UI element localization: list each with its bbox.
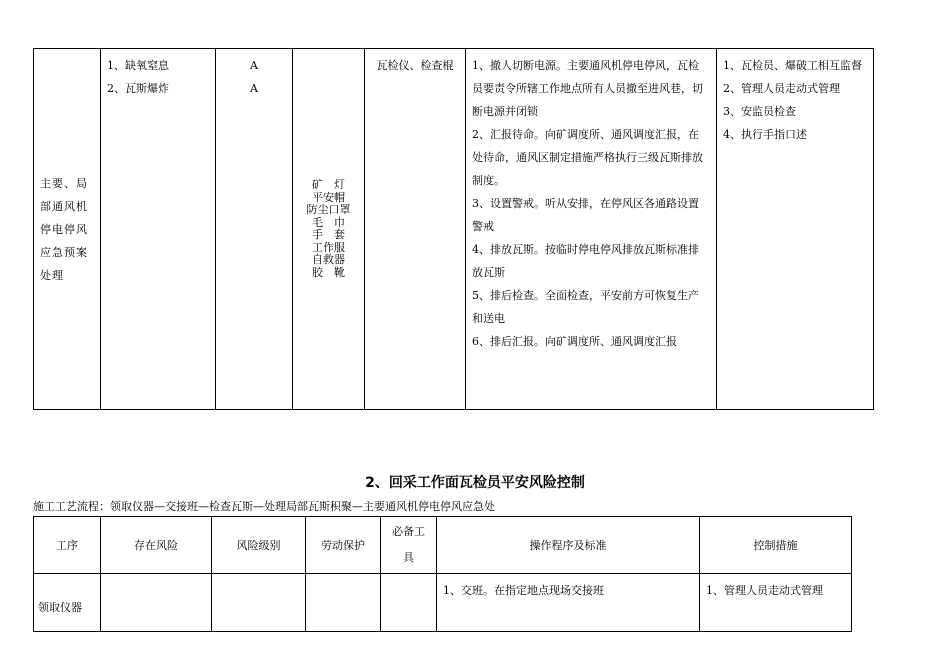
- risk-level: A: [250, 82, 258, 95]
- section-title: 2、回采工作面瓦检员平安风险控制: [365, 475, 585, 491]
- procedure-step: 4、排放瓦斯。按临时停电停风排放瓦斯标准排放瓦斯: [472, 243, 699, 279]
- process-flow: 施工工艺流程：领取仪器—交接班—检查瓦斯—处理局部瓦斯积聚—主要通风机停电停风应急处: [33, 500, 495, 513]
- header-level: 风险级别: [212, 517, 306, 574]
- header-tools: 必备工具: [381, 517, 437, 574]
- control-item: 3、安监员检查: [723, 105, 796, 118]
- tools-cell: [365, 49, 466, 410]
- procedure-step: 6、排后汇报。向矿调度所、通风调度汇报: [472, 335, 677, 348]
- row-procedure: 1、交班。在指定地点现场交接班: [437, 574, 700, 632]
- row-ppe: [306, 574, 381, 632]
- row-tools: [381, 574, 437, 632]
- row-risk: [101, 574, 212, 632]
- ppe-cell: 矿 灯 平安帽 防尘口罩 毛 巾 手 套 工作服 自救器 胶 靴: [293, 49, 365, 410]
- process-cell: [34, 49, 101, 410]
- row-level: [212, 574, 306, 632]
- header-ppe: 劳动保护: [306, 517, 381, 574]
- risk-table: [33, 516, 852, 632]
- risk-item: 1、缺氧窒息: [107, 59, 169, 72]
- control-item: 2、管理人员走动式管理: [723, 82, 840, 95]
- control-item: 1、瓦检员、爆破工相互监督: [723, 59, 862, 72]
- risk-table-continued: [33, 48, 874, 410]
- header-procedure: 操作程序及标准: [437, 517, 700, 574]
- control-item: 4、执行手指口述: [723, 128, 807, 141]
- procedure-step: 2、汇报待命。向矿调度所、通风调度汇报，在 处待命，通风区制定措施严格执行三级瓦斯排放制度。: [472, 128, 721, 187]
- row-process: 领取仪器: [34, 574, 101, 632]
- tools-text: 瓦检仪、检查棍: [376, 59, 454, 72]
- procedure-cell: [466, 49, 721, 410]
- risk-cell: [101, 49, 216, 410]
- risk-level: A: [250, 59, 258, 72]
- procedure-step: 3、设置警戒。听从安排，在停风区各通路设置警戒: [472, 197, 699, 233]
- table-header: [34, 517, 852, 574]
- table-row: [34, 574, 852, 632]
- header-risk: 存在风险: [101, 517, 212, 574]
- risk-item: 2、瓦斯爆炸: [107, 82, 169, 95]
- header-process: 工序: [34, 517, 101, 574]
- process-name: 主要、局部通风机停电停风应急预案处理: [40, 176, 88, 282]
- procedure-step: 5、排后检查。全面检查，平安前方可恢复生产和送电: [472, 289, 699, 325]
- header-control: 控制措施: [700, 517, 852, 574]
- control-cell: [717, 49, 874, 410]
- row-control: 1、管理人员走动式管理: [700, 574, 852, 632]
- procedure-step: 1、撤人切断电源。主要通风机停电停风，瓦检员要责令所辖工作地点所有人员撤至进风巷，切断电源并闭锁: [472, 59, 703, 118]
- level-cell: [216, 49, 293, 410]
